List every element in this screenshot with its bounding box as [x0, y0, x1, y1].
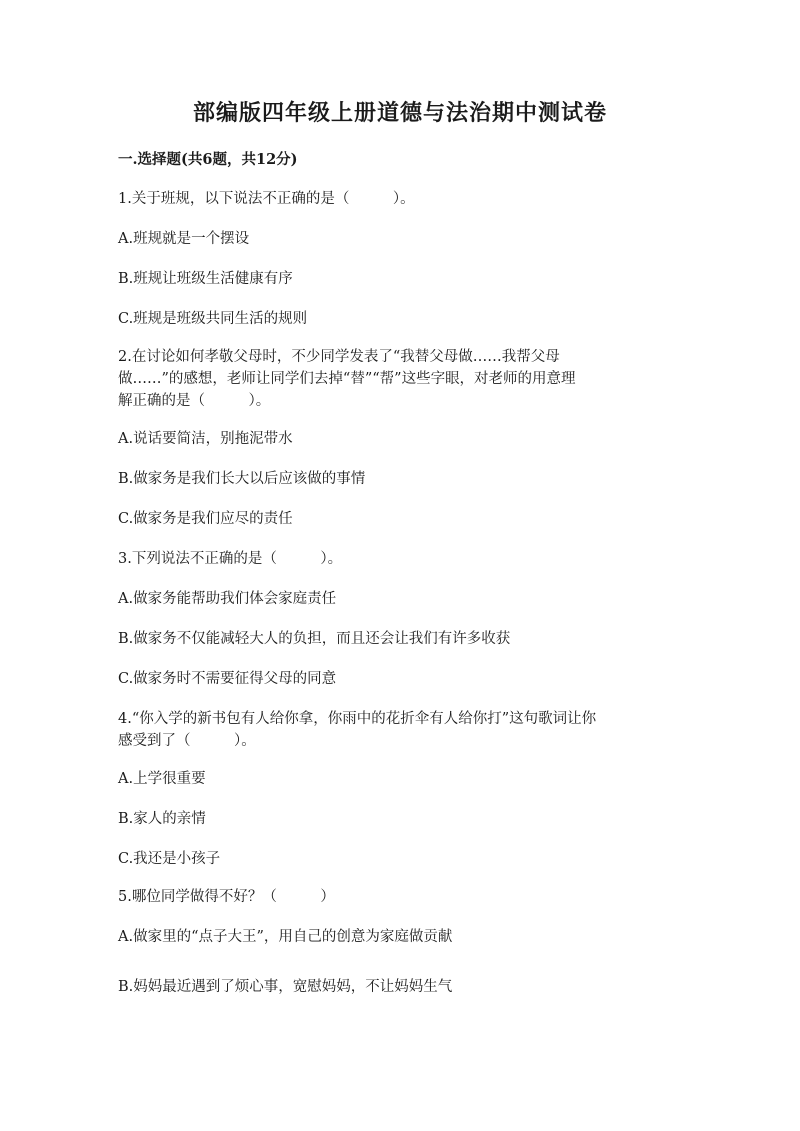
question-1-option-a: A.班规就是一个摆设 [118, 231, 250, 247]
question-3-stem: 3.下列说法不正确的是（ ）。 [118, 551, 343, 567]
question-2-option-c: C.做家务是我们应尽的责任 [118, 511, 293, 527]
question-2-option-a: A.说话要简洁，别拖泥带水 [118, 431, 293, 447]
question-3-option-c: C.做家务时不需要征得父母的同意 [118, 671, 337, 687]
question-2-option-b: B.做家务是我们长大以后应该做的事情 [118, 471, 366, 487]
question-1-option-b: B.班规让班级生活健康有序 [118, 271, 293, 287]
question-4-stem-line-2: 感受到了（ ）。 [118, 733, 256, 749]
question-4-option-a: A.上学很重要 [118, 771, 206, 787]
page-title: 部编版四年级上册道德与法治期中测试卷 [192, 100, 607, 126]
question-4-stem-line-1: 4.“你入学的新书包有人给你拿，你雨中的花折伞有人给你打”这句歌词让你 [118, 711, 597, 727]
question-3-option-b: B.做家务不仅能减轻大人的负担，而且还会让我们有许多收获 [118, 631, 511, 647]
question-1-option-c: C.班规是班级共同生活的规则 [118, 311, 308, 327]
section-heading: 一.选择题(共6题，共12分) [118, 151, 298, 168]
question-2-stem-line-3: 解正确的是（ ）。 [118, 393, 271, 409]
question-4-option-b: B.家人的亲情 [118, 811, 206, 827]
question-5-option-b: B.妈妈最近遇到了烦心事，宽慰妈妈，不让妈妈生气 [118, 979, 453, 995]
question-5-option-a: A.做家里的“点子大王”，用自己的创意为家庭做贡献 [118, 929, 453, 945]
question-1-stem: 1.关于班规，以下说法不正确的是（ ）。 [118, 191, 415, 207]
question-3-option-a: A.做家务能帮助我们体会家庭责任 [118, 591, 337, 607]
question-2-stem-line-1: 2.在讨论如何孝敬父母时，不少同学发表了“我替父母做……我帮父母 [118, 349, 560, 365]
question-5-stem: 5.哪位同学做得不好？（ ） [118, 889, 335, 905]
question-4-option-c: C.我还是小孩子 [118, 851, 221, 867]
question-2-stem-line-2: 做……”的感想，老师让同学们去掉“替”“帮”这些字眼，对老师的用意理 [118, 371, 576, 387]
